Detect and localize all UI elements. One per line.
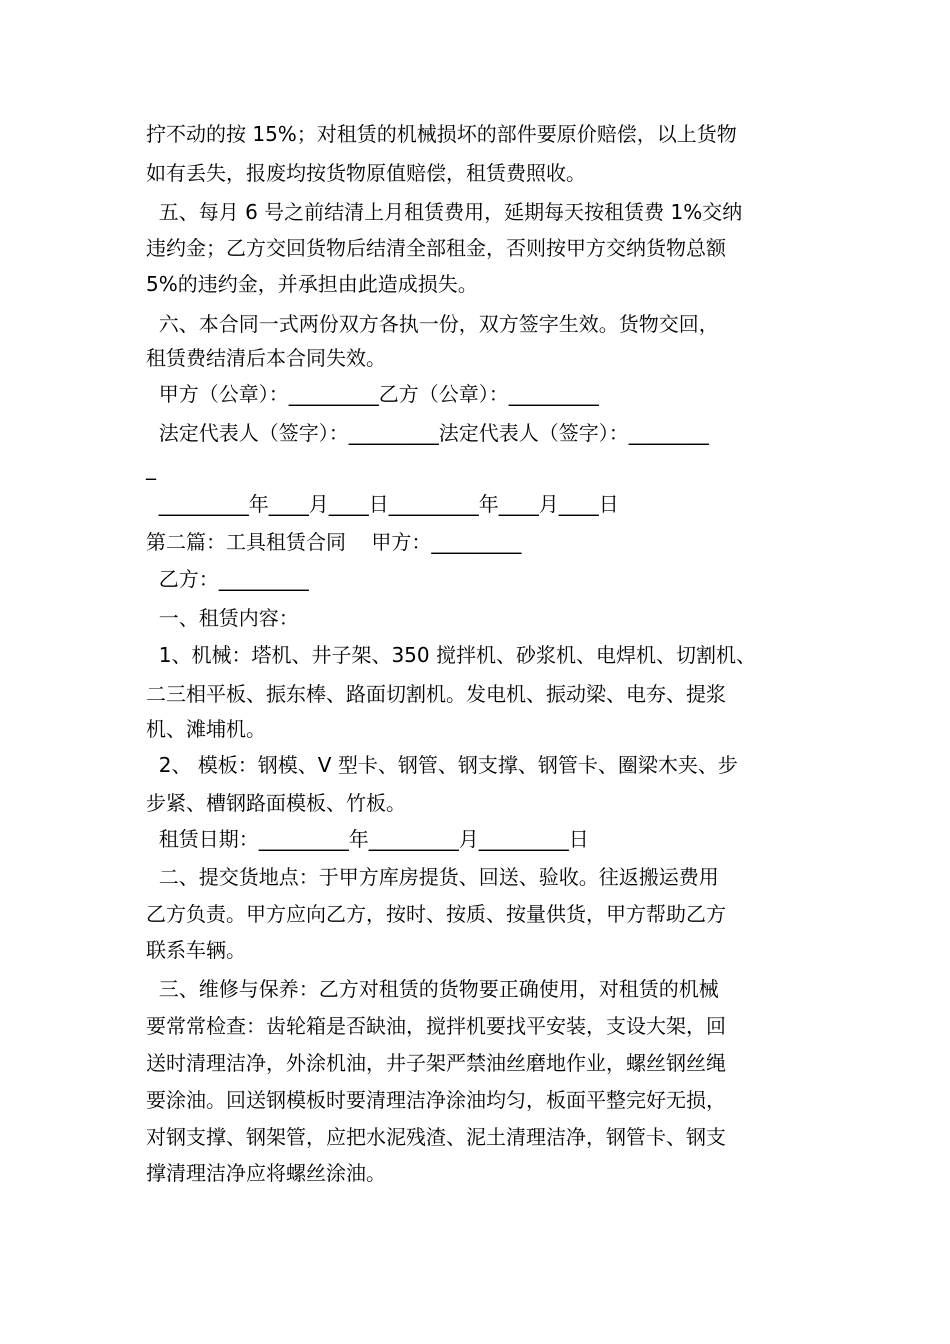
- text-line: 5%的违约金，并承担由此造成损失。: [146, 272, 478, 296]
- text-line: 撑清理洁净应将螺丝涂油。: [146, 1161, 386, 1185]
- text-line: 联系车辆。: [146, 938, 246, 962]
- text-line: 要涂油。回送钢模板时要清理洁净涂油均匀，板面平整完好无损，: [146, 1088, 726, 1112]
- text-line: 乙方负责。甲方应向乙方，按时、按质、按量供货，甲方帮助乙方: [146, 902, 726, 926]
- text-line: 要常常检查：齿轮箱是否缺油，搅拌机要找平安装，支设大架，回: [146, 1014, 726, 1038]
- section-title: 第二篇：工具租赁合同 甲方：_________: [146, 530, 522, 554]
- text-line: 乙方：_________: [146, 567, 309, 591]
- text-line: 违约金；乙方交回货物后结清全部租金，否则按甲方交纳货物总额: [146, 236, 726, 260]
- text-line: 三、维修与保养：乙方对租赁的货物要正确使用，对租赁的机械: [146, 977, 719, 1001]
- text-line: 拧不动的按 15%；对租赁的机械损坏的部件要原价赔偿，以上货物: [146, 122, 737, 146]
- rental-date-line: 租赁日期：_________年_________月_________日: [146, 827, 589, 851]
- text-line: 如有丢失，报废均按货物原值赔偿，租赁费照收。: [146, 161, 586, 185]
- text-line: 五、每月 6 号之前结清上月租赁费用，延期每天按租赁费 1%交纳: [146, 200, 743, 224]
- signature-line-seal: 甲方（公章）：_________乙方（公章）：_________: [146, 382, 599, 406]
- signature-date-line: _________年____月____日_________年____月____日: [146, 492, 619, 516]
- text-line: 二三相平板、振东棒、路面切割机。发电机、振动梁、电夯、提浆: [146, 682, 726, 706]
- text-line: 2、 模板：钢模、V 型卡、钢管、钢支撑、钢管卡、圈梁木夹、步: [146, 753, 738, 777]
- text-line: 租赁费结清后本合同失效。: [146, 346, 386, 370]
- text-line: 1、机械：塔机、井子架、350 搅拌机、砂浆机、电焊机、切割机、: [146, 643, 756, 667]
- text-line: _: [146, 456, 156, 480]
- text-line: 步紧、槽钢路面模板、竹板。: [146, 791, 406, 815]
- text-line: 二、提交货地点：于甲方库房提货、回送、验收。往返搬运费用: [146, 865, 719, 889]
- section-heading: 一、租赁内容：: [146, 606, 299, 630]
- text-line: 机、滩埔机。: [146, 717, 266, 741]
- text-line: 送时清理洁净，外涂机油，井子架严禁油丝磨地作业，螺丝钢丝绳: [146, 1051, 726, 1075]
- signature-line-representative: 法定代表人（签字）：_________法定代表人（签字）：________: [146, 421, 709, 445]
- text-line: 六、本合同一式两份双方各执一份，双方签字生效。货物交回，: [146, 312, 719, 336]
- text-line: 对钢支撑、钢架管，应把水泥残渣、泥土清理洁净，钢管卡、钢支: [146, 1125, 726, 1149]
